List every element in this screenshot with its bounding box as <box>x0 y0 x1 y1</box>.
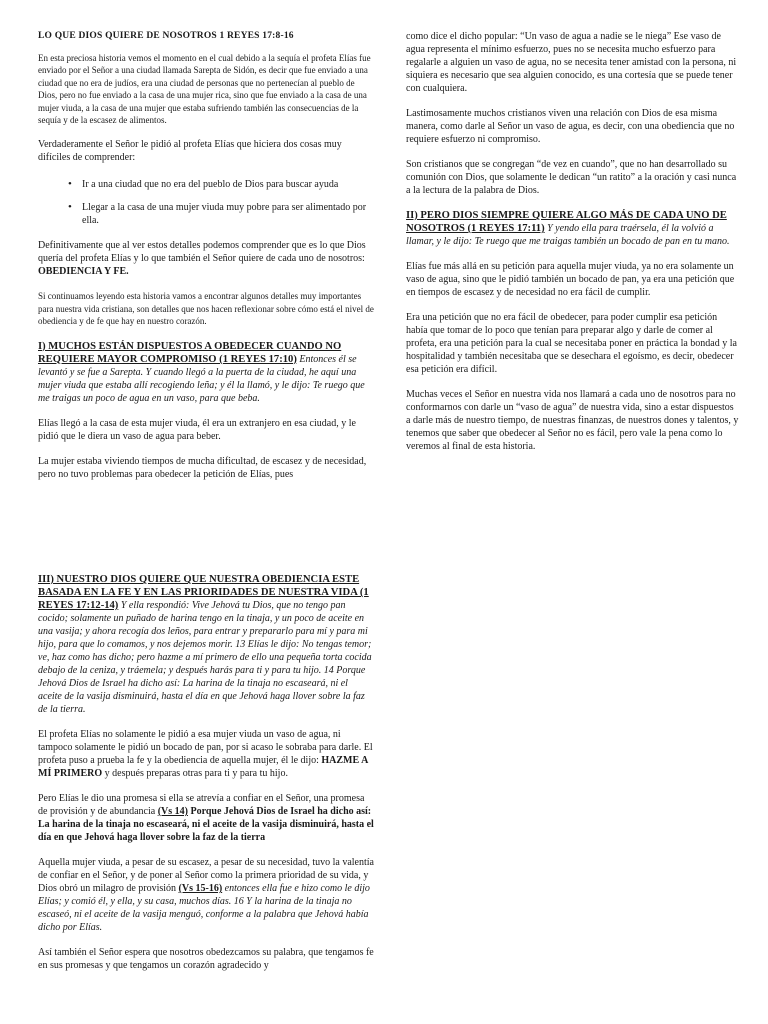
verse-reference: (Vs 14) <box>157 806 188 817</box>
paragraph-text: Pero Elías le dio una promesa si ella se atrevía a confiar en el Señor, una promesa de provisión y de abundancia <box>38 793 365 817</box>
intro-paragraph: En esta preciosa historia vemos el momento en el cual debido a la sequía el profeta Elías fue enviado por el Señor a una ciudad llamada Sarepta de Sidón, es decir que fue enviado a una ciudad que no era de judíos, era una ciudad de personas que no pertenecían al pueblo de Dios, pero no fue enviado a la casa de una mujer rica, sino que fue enviado a la casa de una mujer viuda, a la casa de una mujer que estaba sufriendo también las consecuencias de la sequía y de la escasez de alimentos. <box>38 53 371 126</box>
paragraph-tail: y después preparas otras para ti y para tu hijo. <box>102 768 288 779</box>
promise-paragraph <box>38 792 374 844</box>
bullet-icon: • <box>68 201 72 214</box>
right-column <box>406 30 740 453</box>
obedience-faith-emphasis: OBEDIENCIA Y FE. <box>38 266 129 278</box>
section-one-verse: Entonces él se levantó y se fue a Sarepta. Y cuando llegó a la puerta de la ciudad, he aquí una mujer viuda que estaba allí recogiendo leña; y él la llamó, y le dijo: Te ruego que me traigas un poco de agua en un vaso, para que beba. <box>38 353 365 404</box>
section-two <box>406 209 740 248</box>
verse-reference: (Vs 15-16) <box>178 883 223 894</box>
paragraph-text: Aquella mujer viuda, a pesar de su escasez, a pesar de su necesidad, tuvo la valentía de confiar en el Señor, y de poner al Señor como la primera prioridad de su vida, y Dios obró un milagro de provisión <box>38 857 374 894</box>
bullet-list <box>38 178 374 227</box>
list-item <box>68 201 374 227</box>
paragraph-text: Definitivamente que al ver estos detalles podemos comprender que es lo que Dios quería del profeta Elías y lo que también el Señor quiere de cada uno de nosotros: <box>38 240 366 265</box>
make-me-first-emphasis: HAZME A MÍ PRIMERO <box>38 755 368 779</box>
list-item-text: Ir a una ciudad que no era del pueblo de Dios para buscar ayuda <box>82 179 339 191</box>
continue-reading-paragraph: Si continuamos leyendo esta historia vamos a encontrar algunos detalles muy importantes para nuestra vida cristiana, son detalles que nos hacen reflexionar sobre cómo está el nivel de obediencia y de fe que hay en nuestro corazón. <box>38 291 374 327</box>
section-two-verse: Y yendo ella para traérsela, él la volvió a llamar, y le dijo: Te ruego que me traigas también un bocado de pan en tu mano. <box>406 223 730 247</box>
list-item-text: Llegar a la casa de una mujer viuda muy pobre para ser alimentado por ella. <box>82 202 367 227</box>
congregate-paragraph: Son cristianos que se congregan “de vez en cuando”, que no han desarrollado su comunión con Dios, que solamente le dedican “un ratito” a la oración y casi nunca a la lectura de la palabra de Dios. <box>406 159 737 196</box>
elias-arrived-paragraph: Elías llegó a la casa de esta mujer viuda, él era un extranjero en esa ciudad, y le pidió que le diera un vaso de agua para beber. <box>38 417 356 442</box>
lord-calls-paragraph: Muchas veces el Señor en nuestra vida nos llamará a cada uno de nosotros para no conformarnos con darle un “vaso de agua” de nuestra vida, sino a estar dispuestos a darle más de nuestro tiempo, de nuestras finanzas, de nuestros dones y talentos, y tenemos que saber que obedecer al Señor no es fácil, pero vale la pena como lo veremos al final de esta historia. <box>406 389 739 452</box>
left-column-top <box>38 30 374 481</box>
promise-verse: Porque Jehová Dios de Israel ha dicho así: La harina de la tinaja no escaseará, ni el aceite de la vasija disminuirá, hasta el día en que Jehová haga llover sobre la faz de la tierra <box>38 806 374 843</box>
bread-request-paragraph: Elías fue más allá en su petición para aquella mujer viuda, ya no era solamente un vaso de agua, sino que le pidió también un bocado de pan, ya era una petición que en tiempos de escasez y de necesidad no era fácil de cumplir. <box>406 261 735 298</box>
section-two-heading: II) PERO DIOS SIEMPRE QUIERE ALGO MÁS DE CADA UNO DE NOSOTROS (1 REYES 17:11) <box>406 210 727 234</box>
document-title: LO QUE DIOS QUIERE DE NOSOTROS 1 REYES 17:8-16 <box>38 31 294 41</box>
woman-difficulty-paragraph: La mujer estaba viviendo tiempos de mucha dificultad, de escasez y de necesidad, pero no tuvo problemas para obedecer la petición de Elías, pues <box>38 455 367 480</box>
glass-of-water-paragraph: como dice el dicho popular: “Un vaso de agua a nadie se le niega” Ese vaso de agua representa el mínimo esfuerzo, pues no se necesita mucho esfuerzo para regalarle a alguien un vaso de agua, no se necesita tener amistad con la persona, ni siquiera es necesario que sea alguien conocido, es una cortesía que se puede tener con cualquiera. <box>406 31 737 94</box>
paragraph-two-things: Verdaderamente el Señor le pidió al profeta Elías que hiciera dos cosas muy difíciles de comprender: <box>38 139 342 164</box>
obedience-faith-paragraph <box>38 239 374 278</box>
miracle-verse: entonces ella fue e hizo como le dijo Elías; y comió él, y ella, y su casa, muchos días. 16 Y la harina de la tinaja no escaseó, ni el aceite de la vasija menguó, conforme a la palabra que Jehová había dicho por Elías. <box>38 883 370 933</box>
section-three-verse: Y ella respondió: Vive Jehová tu Dios, que no tengo pan cocido; solamente un puñado de harina tengo en la tinaja, y un poco de aceite en una vasija; y ahora recogía dos leños, para entrar y prepararlo para mí y para mi hijo, para que lo comamos, y nos dejemos morir. 13 Elías le dijo: No tengas temor; ve, haz como has dicho; pero hazme a mí primero de ello una pequeña torta cocida debajo de la ceniza, y tráemela; y después harás para ti y para tu hijo. 14 Porque Jehová Dios de Israel ha dicho así: La harina de la tinaja no escaseará, ni el aceite de la vasija disminuirá, hasta el día en que Jehová haga llover sobre la faz de la tierra. <box>38 600 372 715</box>
lord-expects-paragraph: Así también el Señor espera que nosotros obedezcamos su palabra, que tengamos fe en sus promesas y que tengamos un corazón agradecido y <box>38 947 374 971</box>
section-one <box>38 340 374 405</box>
paragraph-text: El profeta Elías no solamente le pidió a esa mujer viuda un vaso de agua, ni tampoco solamente le pidió un bocado de pan, por si acaso le sobraba para darle. El profeta puso a prueba la fe y la obediencia de aquella mujer, él le dijo: <box>38 729 373 766</box>
bullet-icon: • <box>68 178 72 191</box>
christians-relationship-paragraph: Lastimosamente muchos cristianos viven una relación con Dios de esa misma manera, como darle al Señor un vaso de agua, es decir, con una obediencia que no requiere esfuerzo ni compromiso. <box>406 108 735 145</box>
section-one-heading: I) MUCHOS ESTÁN DISPUESTOS A OBEDECER CUANDO NO REQUIERE MAYOR COMPROMISO (1 REYES 17:10) <box>38 340 342 365</box>
widow-courage-paragraph <box>38 856 374 934</box>
difficult-request-paragraph: Era una petición que no era fácil de obedecer, para poder cumplir esa petición había que tomar de lo poco que tenían para preparar algo y darle de comer al profeta, era una petición para la cual se necesitaba poner en práctica la bondad y la hospitalidad y también necesitaba que se desechara el egoísmo, es decir, obedecer esa petición era difícil. <box>406 312 737 375</box>
list-item <box>68 178 374 191</box>
section-three-heading: III) NUESTRO DIOS QUIERE QUE NUESTRA OBEDIENCIA ESTE BASADA EN LA FE Y EN LAS PRIORIDADES DE NUESTRA VIDA (1 REYES 17:12-14) <box>38 574 369 611</box>
left-column-bottom <box>38 573 374 972</box>
section-three <box>38 573 374 716</box>
make-me-first-paragraph <box>38 728 374 780</box>
